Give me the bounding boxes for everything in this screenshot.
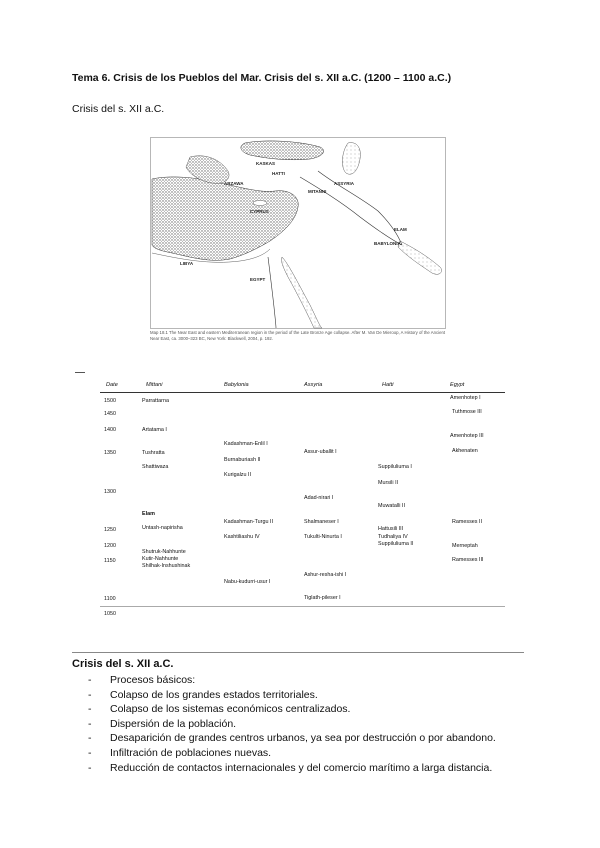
date-1250: 1250 — [104, 527, 116, 533]
section-heading: Crisis del s. XII a.C. — [72, 658, 174, 670]
assyria-entry: Tiglath-pileser I — [304, 595, 341, 601]
list-item-text: Reducción de contactos internacionales y del comercio marítimo a larga distancia. — [110, 761, 493, 774]
map-label-egypt: EGYPT — [250, 277, 266, 282]
babylonia-entry: Kadashman-Enlil I — [224, 441, 268, 447]
list-item — [88, 688, 548, 703]
column-header-egypt: Egypt — [450, 382, 465, 388]
section-divider — [72, 652, 524, 653]
egypt-entry: Ramesses III — [452, 557, 484, 563]
document-subtitle: Crisis del s. XII a.C. — [72, 103, 165, 115]
date-1450: 1450 — [104, 411, 116, 417]
mittani-entry: Artatama I — [142, 427, 167, 433]
mittani-entry: Untash-napirisha — [142, 525, 183, 531]
near-east-map — [150, 137, 446, 329]
babylonia-entry: Kashtiliashu IV — [224, 534, 260, 540]
map-label-babylonia: BABYLONIA — [374, 241, 401, 246]
egypt-entry: Ramesses II — [452, 519, 482, 525]
egypt-entry: Akhenaten — [452, 448, 478, 454]
mittani-entry: Shilhak-Inshushinak — [142, 563, 191, 569]
list-item-text: Colapso de los sistemas económicos centralizados. — [110, 703, 351, 716]
map-label-kaskas: KASKAS — [256, 161, 276, 166]
list-item — [88, 702, 548, 717]
egypt-entry: Amenhotep III — [450, 433, 484, 439]
assyria-entry: Shalmaneser I — [304, 519, 339, 525]
bullet-dash: - — [88, 717, 92, 730]
bullet-dash: - — [88, 688, 92, 701]
column-header-babylonia: Babylonia — [224, 382, 249, 388]
date-1500: 1500 — [104, 398, 116, 404]
mittani-entry: Tushratta — [142, 450, 165, 456]
short-divider — [75, 372, 85, 373]
date-1200: 1200 — [104, 543, 116, 549]
table-header-rule — [100, 392, 505, 393]
date-1350: 1350 — [104, 450, 116, 456]
egypt-entry: Tuthmose III — [452, 409, 482, 415]
babylonia-entry: Kadashman-Turgu II — [224, 519, 273, 525]
list-item-text: Desaparición de grandes centros urbanos, ya sea por destrucción o por abandono. — [110, 732, 496, 745]
bullet-dash: - — [88, 674, 92, 686]
babylonia-entry: Kurigalzu II — [224, 472, 251, 478]
list-item — [88, 731, 548, 746]
mittani-entry: Kutir-Nahhunte — [142, 556, 179, 562]
column-header-assyria: Assyria — [304, 382, 323, 388]
map-label-elam: ELAM — [394, 227, 407, 232]
assyria-entry: Adad-nirari I — [304, 495, 334, 501]
map-label-hatti: HATTI — [272, 171, 285, 176]
map-label-libya: LIBYA — [180, 261, 194, 266]
map-label-mitanni: MITANNI — [308, 189, 327, 194]
hatti-entry: Hattusili III — [378, 526, 404, 532]
mittani-entry: Shattiwaza — [142, 464, 169, 470]
bullet-dash: - — [88, 746, 92, 759]
map-caption: Map 18.1 The Near East and eastern Mediterranean region in the period of the Late Bronze Age collapse. After M. Van De Mieroop, A History of the Ancient Near East, ca. 3000–323 BC, New York: Blackwell, 2004, p. 192. — [150, 330, 446, 341]
list-item-text: Colapso de los grandes estados territoriales. — [110, 688, 318, 701]
table-bottom-rule — [100, 606, 505, 607]
chronology-table — [100, 378, 505, 620]
map-drawing — [150, 137, 446, 329]
bullet-dash: - — [88, 732, 92, 745]
map-label-arzawa: ARZAWA — [224, 181, 244, 186]
mittani-entry: Parrattarna — [142, 398, 169, 404]
hatti-entry: Suppiluliuma I — [378, 464, 412, 470]
babylonia-entry: Nabu-kudurri-usur I — [224, 579, 271, 585]
hatti-entry: Suppiluliuma II — [378, 541, 414, 547]
assyria-entry: Ashur-resha-ishi I — [304, 572, 347, 578]
assyria-entry: Tukulti-Ninurta I — [304, 534, 342, 540]
document-title: Tema 6. Crisis de los Pueblos del Mar. Crisis del s. XII a.C. (1200 – 1100 a.C.) — [72, 72, 452, 84]
list-item — [88, 717, 548, 732]
column-header-mittani: Mittani — [146, 382, 163, 388]
list-item-text: Procesos básicos: — [110, 674, 196, 686]
date-1100: 1100 — [104, 596, 116, 602]
hatti-entry: Muwatalli II — [378, 503, 405, 509]
map-label-cyprus: CYPRUS — [250, 209, 269, 214]
list-item — [88, 761, 548, 776]
assyria-entry: Assur-uballit I — [304, 449, 337, 455]
list-item-text: Infiltración de poblaciones nuevas. — [110, 746, 272, 759]
bullet-dash: - — [88, 761, 92, 774]
elam-heading: Elam — [142, 511, 155, 517]
list-item — [88, 746, 548, 761]
hatti-entry: Tudhaliya IV — [378, 534, 408, 540]
crisis-bullet-list — [88, 673, 548, 775]
date-1400: 1400 — [104, 427, 116, 433]
bullet-dash: - — [88, 703, 92, 716]
mittani-entry: Shutruk-Nahhunte — [142, 549, 186, 555]
list-item-text: Dispersión de la población. — [110, 717, 237, 730]
date-1300: 1300 — [104, 489, 116, 495]
map-label-assyria: ASSYRIA — [334, 181, 355, 186]
babylonia-entry: Burnaburiash II — [224, 457, 261, 463]
hatti-entry: Mursili II — [378, 480, 399, 486]
egypt-entry: Amenhotep I — [450, 395, 481, 401]
date-1150: 1150 — [104, 558, 116, 564]
egypt-entry: Merneptah — [452, 543, 478, 549]
column-header-date: Date — [106, 382, 118, 388]
date-1050: 1050 — [104, 611, 116, 617]
list-item — [88, 673, 548, 688]
column-header-hatti: Hatti — [382, 382, 394, 388]
